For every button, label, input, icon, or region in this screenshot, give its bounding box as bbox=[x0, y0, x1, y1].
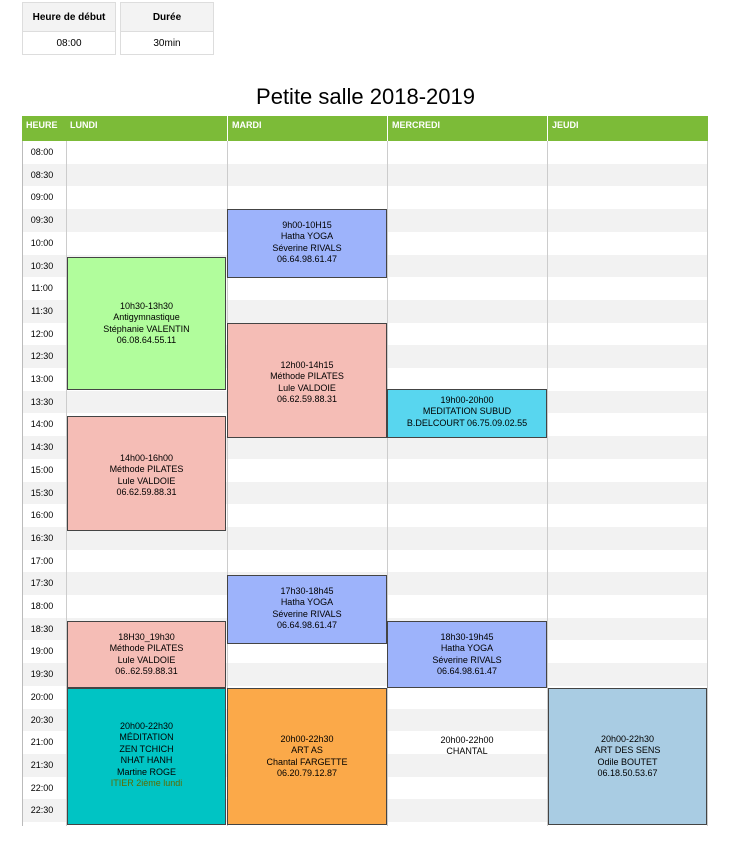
event-mardi-yoga-1[interactable] bbox=[227, 209, 387, 278]
header-lundi: LUNDI bbox=[66, 116, 227, 141]
time-label: 20:30 bbox=[30, 714, 54, 725]
time-label: 19:30 bbox=[30, 669, 54, 680]
page-title: Petite salle 2018-2019 bbox=[256, 84, 475, 109]
event-time: 20h00-22h30 bbox=[600, 734, 655, 744]
event-title: Méthode PILATES bbox=[109, 643, 184, 654]
event-time: 18h30-19h45 bbox=[440, 632, 494, 642]
event-person: Odile BOUTET bbox=[597, 756, 658, 767]
time-label: 13:30 bbox=[30, 396, 54, 407]
time-label: 17:30 bbox=[30, 578, 54, 589]
event-time: 19h00-20h00 bbox=[440, 395, 494, 405]
start-time-box bbox=[22, 2, 116, 55]
time-row bbox=[22, 186, 708, 209]
duration-box bbox=[120, 2, 214, 55]
event-phone: 06.64.98.61.47 bbox=[276, 254, 338, 265]
event-lundi-meditation[interactable] bbox=[67, 688, 226, 825]
time-label: 15:00 bbox=[30, 464, 54, 475]
time-label: 10:00 bbox=[30, 237, 54, 248]
header-jeudi: JEUDI bbox=[547, 116, 708, 141]
grid-right-border bbox=[707, 141, 708, 826]
event-time: 18H30_19h30 bbox=[118, 632, 175, 642]
event-person: Séverine RIVALS bbox=[272, 608, 342, 619]
schedule-grid bbox=[22, 116, 708, 826]
event-mercredi-yoga[interactable] bbox=[387, 621, 547, 688]
event-time: 9h00-10H15 bbox=[282, 220, 332, 230]
time-label: 14:00 bbox=[30, 419, 54, 430]
event-phone: 06.08.64.55.11 bbox=[116, 335, 177, 346]
time-label: 11:30 bbox=[31, 305, 53, 316]
time-label: 08:30 bbox=[30, 169, 54, 180]
event-title: MEDITATION SUBUD bbox=[422, 406, 512, 417]
event-person: B.DELCOURT 06.75.09.02.55 bbox=[406, 417, 528, 428]
start-time-label: Heure de début bbox=[23, 3, 115, 32]
time-label: 10:30 bbox=[30, 260, 54, 271]
time-label: 22:30 bbox=[30, 805, 54, 816]
event-phone: 06.62.59.88.31 bbox=[116, 487, 177, 498]
grid-left-border bbox=[22, 141, 23, 826]
time-label: 15:30 bbox=[30, 487, 54, 498]
event-subtitle: ZEN TCHICH bbox=[119, 743, 174, 754]
event-phone: 06.64.98.61.47 bbox=[276, 620, 338, 631]
event-time: 20h00-22h30 bbox=[280, 734, 334, 744]
event-title: Méthode PILATES bbox=[270, 371, 344, 382]
event-lundi-antigym[interactable] bbox=[67, 257, 226, 390]
event-person: Martine ROGE bbox=[116, 766, 176, 777]
time-label: 18:00 bbox=[30, 601, 54, 611]
event-title: Hatha YOGA bbox=[440, 643, 494, 654]
time-label: 16:00 bbox=[30, 510, 54, 521]
time-label: 12:30 bbox=[30, 351, 54, 362]
time-row bbox=[22, 141, 708, 164]
event-title: Hatha YOGA bbox=[280, 597, 334, 608]
time-row bbox=[22, 550, 708, 573]
time-label: 17:00 bbox=[30, 555, 54, 566]
time-label: 19:00 bbox=[30, 646, 54, 657]
header-heure: HEURE bbox=[22, 116, 66, 141]
event-person: Séverine RIVALS bbox=[432, 654, 502, 665]
time-label: 21:00 bbox=[30, 737, 54, 748]
event-title: MÉDITATION bbox=[119, 732, 174, 743]
event-phone: 06.18.50.53.67 bbox=[597, 768, 658, 779]
event-time: 17h30-18h45 bbox=[280, 586, 334, 596]
time-label: 20:00 bbox=[30, 691, 54, 702]
time-row bbox=[22, 164, 708, 187]
duration-value[interactable]: 30min bbox=[153, 37, 181, 49]
header-mercredi: MERCREDI bbox=[387, 116, 547, 141]
time-label: 08:00 bbox=[30, 147, 54, 157]
time-label: 09:00 bbox=[30, 192, 54, 203]
time-label: 11:00 bbox=[31, 283, 53, 294]
time-label: 14:30 bbox=[30, 442, 54, 453]
event-mercredi-chantal[interactable] bbox=[387, 688, 547, 802]
event-lundi-pilates-1[interactable] bbox=[67, 416, 226, 531]
event-title: Méthode PILATES bbox=[109, 464, 184, 475]
event-mardi-pilates[interactable] bbox=[227, 323, 387, 438]
event-title: Hatha YOGA bbox=[280, 231, 334, 242]
event-person: Séverine RIVALS bbox=[272, 242, 342, 253]
start-time-value[interactable]: 08:00 bbox=[56, 37, 82, 49]
event-time: 14h00-16h00 bbox=[119, 453, 174, 463]
duration-label: Durée bbox=[121, 3, 213, 32]
event-time: 20h00-22h00 bbox=[440, 735, 494, 745]
time-label: 16:30 bbox=[30, 532, 54, 543]
event-subtitle-2: NHAT HANH bbox=[120, 755, 173, 766]
event-person: Stéphanie VALENTIN bbox=[103, 323, 190, 334]
event-title: CHANTAL bbox=[446, 746, 488, 757]
event-time: 10h30-13h30 bbox=[119, 301, 174, 311]
event-title: Antigymnastique bbox=[113, 312, 180, 323]
time-label: 22:00 bbox=[30, 782, 54, 793]
event-phone: 06..62.59.88.31 bbox=[115, 666, 178, 677]
event-title: ART DES SENS bbox=[594, 745, 661, 756]
time-label: 21:30 bbox=[30, 759, 54, 770]
event-jeudi-art-sens[interactable] bbox=[548, 688, 707, 825]
event-mardi-art-as[interactable] bbox=[227, 688, 387, 825]
header-mardi: MARDI bbox=[227, 116, 387, 141]
event-person: Chantal FARGETTE bbox=[266, 756, 348, 767]
event-title: ART AS bbox=[291, 745, 323, 756]
event-time: 20h00-22h30 bbox=[119, 721, 174, 731]
event-phone: 06.62.59.88.31 bbox=[276, 394, 338, 405]
event-person: Lule VALDOIE bbox=[117, 475, 176, 486]
time-label: 18:30 bbox=[30, 623, 54, 634]
event-phone: 06.20.79.12.87 bbox=[276, 768, 338, 779]
event-person: Lule VALDOIE bbox=[278, 382, 336, 393]
event-mercredi-subud[interactable] bbox=[387, 389, 547, 438]
time-label: 09:30 bbox=[30, 215, 54, 226]
event-lundi-pilates-2[interactable] bbox=[67, 621, 226, 688]
event-person: Lule VALDOIE bbox=[117, 654, 176, 665]
event-phone: 06.64.98.61.47 bbox=[436, 666, 498, 677]
time-label: 12:00 bbox=[30, 328, 54, 339]
time-label: 13:00 bbox=[30, 374, 54, 384]
event-time: 12h00-14h15 bbox=[280, 360, 334, 370]
event-mardi-yoga-2[interactable] bbox=[227, 575, 387, 644]
event-note: ITIER 2ième lundi bbox=[110, 778, 183, 789]
